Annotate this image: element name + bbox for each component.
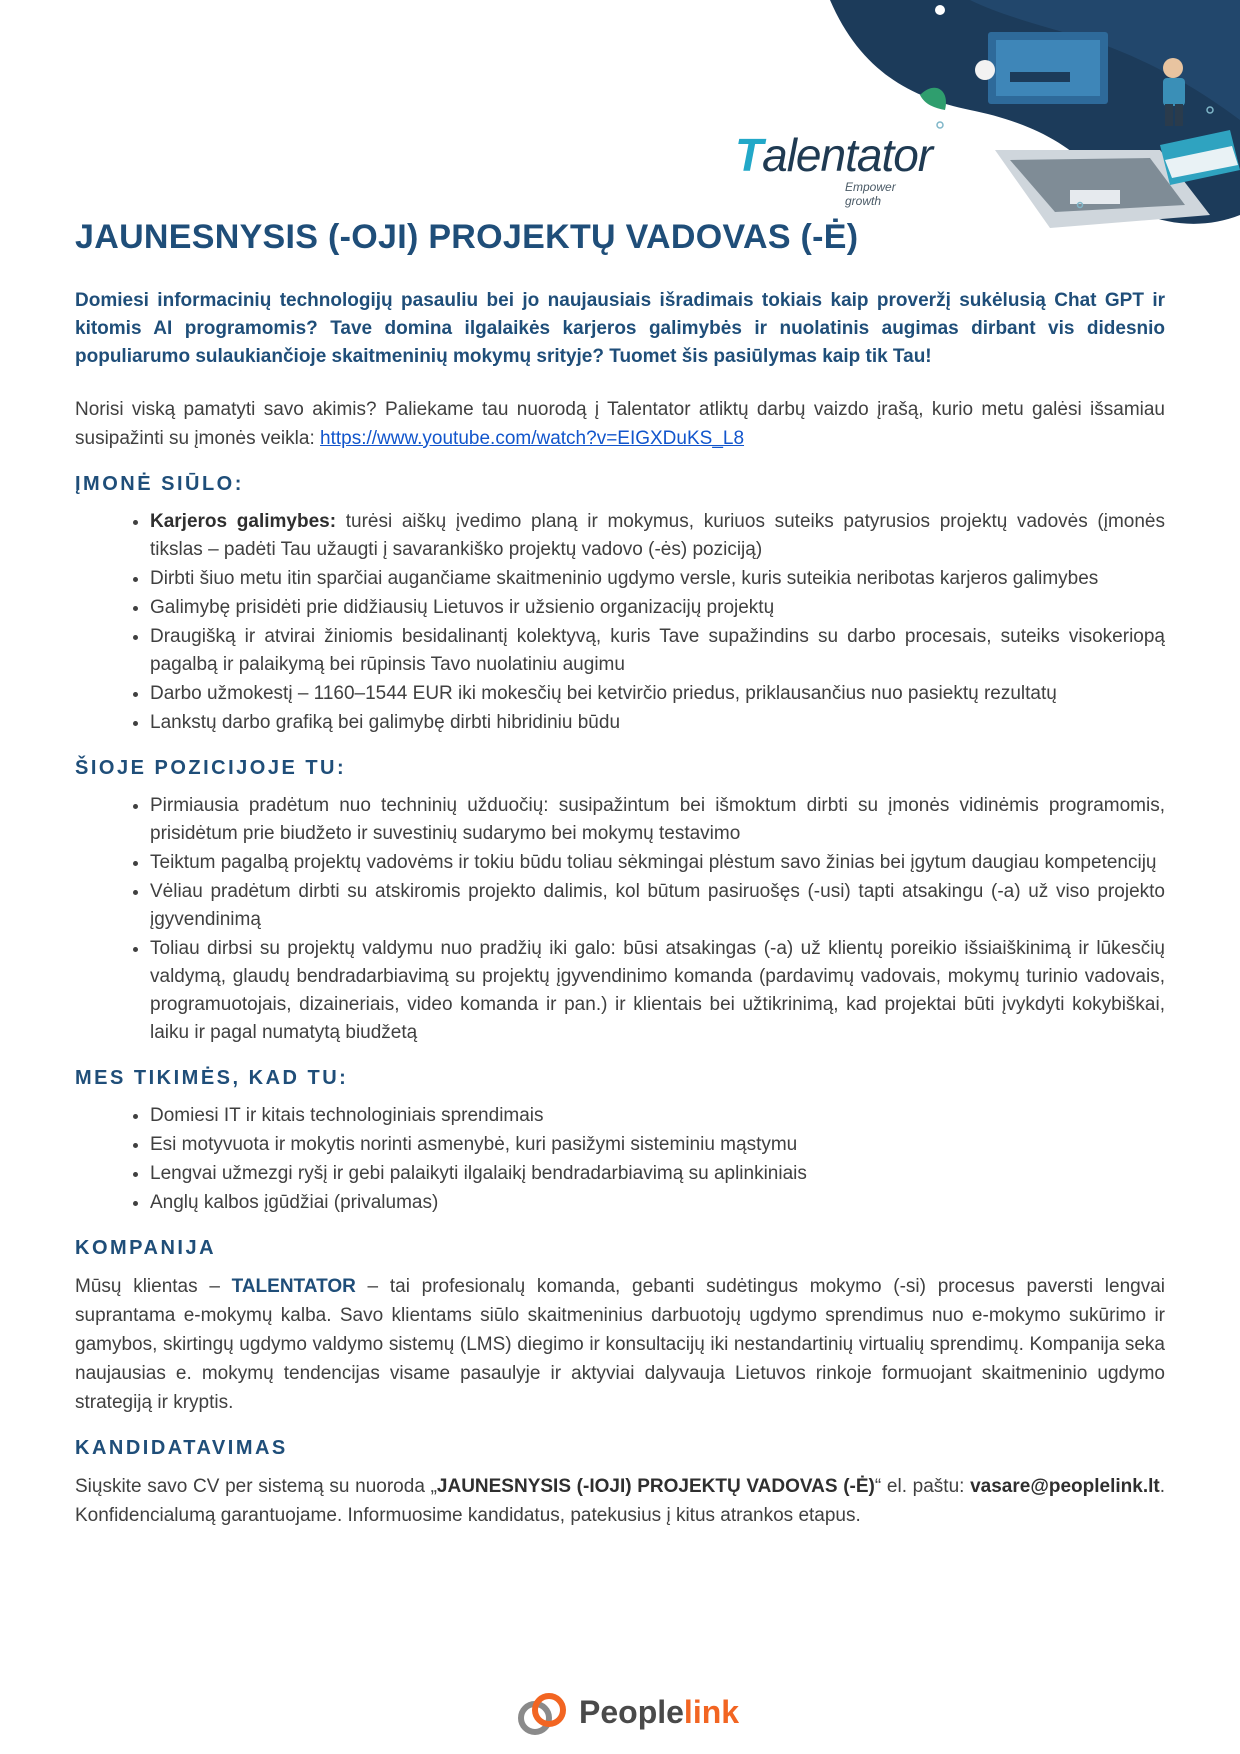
apply-email[interactable]: vasare@peoplelink.lt [970, 1476, 1160, 1497]
position-list [75, 792, 1165, 1047]
list-item: • Vėliau pradėtum dirbti su atskiromis projekto dalimis, kol būtum pasiruošęs (-usi) tapti atsakingu (-a) už viso projekto įgyvendinimą [150, 878, 1165, 934]
list-item: • Darbo užmokestį – 1160–1544 EUR iki mokesčių bei ketvirčio priedus, priklausančius nuo pasiektų rezultatų [150, 680, 1165, 708]
expect-list [75, 1102, 1165, 1217]
list-item: • Anglų kalbos įgūdžiai (privalumas) [150, 1189, 1165, 1217]
offers-heading: ĮMONĖ SIŪLO: [75, 473, 244, 495]
talentator-tagline: Empower growth [845, 180, 896, 208]
position-heading: ŠIOJE POZICIJOJE TU: [75, 757, 347, 779]
expect-heading: MES TIKIMĖS, KAD TU: [75, 1067, 349, 1089]
list-item-bold: Karjeros galimybes: [150, 511, 337, 532]
list-item: • Karjeros galimybes: turėsi aiškų įvedimo planą ir mokymus, kuriuos suteiks patyrusios projektų vadovės (įmonės tikslas – padėti Tau užaugti į savarankiško projektų vadovo (-ės) poziciją) [150, 508, 1165, 564]
apply-heading: KANDIDATAVIMAS [75, 1437, 288, 1459]
intro-paragraph: Domiesi informacinių technologijų pasauliu bei jo naujausiais išradimais tokiais kaip proveržį sukėlusią Chat GPT ir kitomis AI programomis? Tave domina ilgalaikės karjeros galimybės ir nuolatinis augimas dirbant vis didesnio populiarumo sulaukiančioje skaitmeninių mokymų srityje? Tuomet šis pasiūlymas kaip tik Tau! [75, 290, 1165, 367]
video-text: Norisi viską pamatyti savo akimis? Paliekame tau nuorodą į Talentator atliktų darbų vaizdo įrašą, kurio metu galėsi išsamiau susipažinti su įmonės veikla: [75, 399, 1165, 449]
list-item: • Esi motyvuota ir mokytis norinti asmenybė, kuri pasižymi sisteminiu mąstymu [150, 1131, 1165, 1159]
talentator-logo-word: Talentator [735, 129, 933, 181]
video-paragraph [75, 395, 1165, 453]
list-item: • Lengvai užmezgi ryšį ir gebi palaikyti ilgalaikį bendradarbiavimą su aplinkiniais [150, 1160, 1165, 1188]
talentator-logo [735, 128, 935, 208]
peoplelink-wordmark: Peoplelink [579, 1694, 740, 1730]
company-paragraph: Mūsų klientas – TALENTATOR – tai profesionalų komanda, gebanti sudėtingus mokymo (-si) procesus paversti lengvai suprantama e-mokymų kalba. Savo klientams siūlo skaitmeninius darbuotojų ugdymo sprendimus nuo e-mokymo sukūrimo ir gamybos, skirtingų ugdymo valdymo sistemų (LMS) diegimo ir konsultacijų iki nestandartinių virtualių sprendimų. Kompanija seka naujausias e. mokymų tendencijas visame pasaulyje ir aktyviai dalyvauja Lietuvos rinkoje formuojant skaitmeninio ugdymo strategiją ir kryptis. [75, 1276, 1165, 1413]
list-item: • Pirmiausia pradėtum nuo techninių užduočių: susipažintum bei išmoktum dirbti su įmonės vidinėmis programomis, prisidėtum prie biudžeto ir suvestinių sudarymo bei mokymų testavimo [150, 792, 1165, 848]
list-item: • Teiktum pagalbą projektų vadovėms ir tokiu būdu toliau sėkmingai plėstum savo žinias bei įgytum daugiau kompetencijų [150, 849, 1165, 877]
video-link[interactable]: https://www.youtube.com/watch?v=EIGXDuKS_L8 [320, 428, 745, 449]
company-heading: KOMPANIJA [75, 1237, 217, 1259]
apply-reference: JAUNESNYSIS (-IOJI) PROJEKTŲ VADOVAS (-Ė) [436, 1476, 875, 1497]
company-name: TALENTATOR [231, 1276, 356, 1297]
main-content [75, 218, 1165, 1530]
job-title: JAUNESNYSIS (-OJI) PROJEKTŲ VADOVAS (-Ė) [75, 218, 859, 256]
list-item: • Draugišką ir atvirai žiniomis besidalinantį kolektyvą, kuris Tave supažindins su darbo procesais, suteiks visokeriopą pagalbą ir palaikymą bei rūpinsis Tavo nuolatiniu augimu [150, 623, 1165, 679]
list-item: • Domiesi IT ir kitais technologiniais sprendimais [150, 1102, 1165, 1130]
peoplelink-mark-icon [515, 1688, 571, 1740]
list-item: • Toliau dirbsi su projektų valdymu nuo pradžių iki galo: būsi atsakingas (-a) už klientų poreikio išsiaiškinimą ir lūkesčių valdymą, glaudų bendradarbiavimą su projektų įgyvendinimo komanda (pardavimų vadovais, mokymų turinio vadovais, programuotojais, dizaineriais, video komanda ir pan.) ir klientais bei užtikrinimą, kad projektai būti įvykdyti kokybiškai, laiku ir pagal numatytą biudžetą [150, 935, 1165, 1047]
apply-paragraph: Siųskite savo CV per sistemą su nuoroda „JAUNESNYSIS (-IOJI) PROJEKTŲ VADOVAS (-Ė)“ el. paštu: vasare@peoplelink.lt. Konfidencialumą garantuojame. Informuosime kandidatus, patekusius į kitus atrankos etapus. [75, 1476, 1165, 1526]
offers-list [75, 508, 1165, 737]
peoplelink-logo [515, 1688, 740, 1740]
list-item: • Galimybę prisidėti prie didžiausių Lietuvos ir užsienio organizacijų projektų [150, 594, 1165, 622]
list-item: • Dirbti šiuo metu itin sparčiai augančiame skaitmeninio ugdymo versle, kuris suteikia neribotas karjeros galimybes [150, 565, 1165, 593]
list-item: • Lankstų darbo grafiką bei galimybę dirbti hibridiniu būdu [150, 709, 1165, 737]
